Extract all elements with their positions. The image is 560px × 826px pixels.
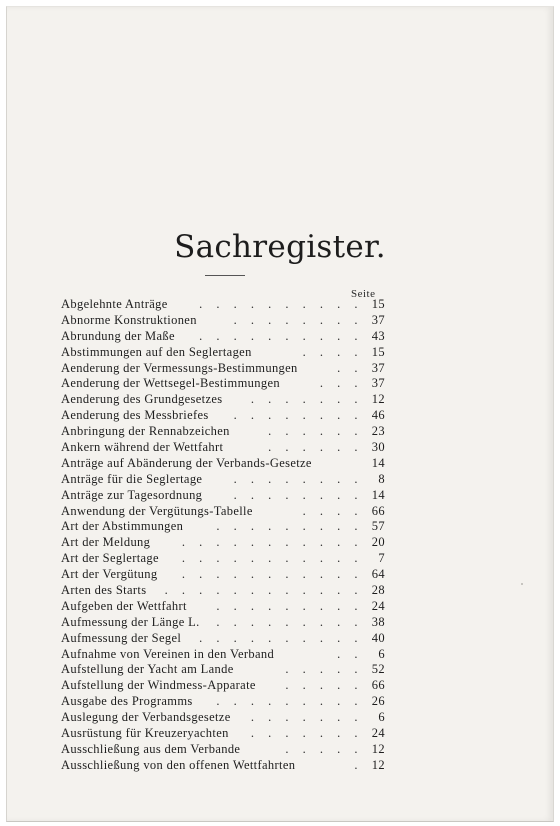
index-entry-leader-dots: . . — [337, 360, 363, 375]
index-entry-leader-dots: . . . . . . . . . — [216, 519, 363, 534]
index-entry-leader-dots: . . . . . . . — [250, 726, 363, 741]
index-entry-leader-dots: . . . . . . . . — [233, 471, 363, 486]
index-entry — [61, 694, 385, 710]
index-entry-leader-dots: . . . . . . . — [250, 392, 363, 407]
index-entry-page-number: 15 — [371, 297, 385, 311]
index-entry — [61, 297, 385, 313]
index-entry — [61, 710, 385, 726]
index-entry-leader-dots: . . . — [319, 376, 363, 391]
index-entry-leader-dots: . — [354, 757, 363, 772]
index-entry — [61, 647, 385, 663]
index-entry — [61, 551, 385, 567]
index-entry-page-number: 24 — [371, 598, 385, 613]
index-entry — [61, 726, 385, 742]
book-page — [6, 6, 554, 822]
index-entry-label: Aufstellung der Windmess-Apparate — [61, 678, 256, 693]
index-entry-label: Aenderung des Grundgesetzes — [61, 392, 223, 407]
index-entry-leader-dots: . . . . . — [285, 678, 363, 693]
index-entry — [61, 599, 385, 615]
index-entry-leader-dots: . . . . . . . . . . — [199, 297, 363, 311]
index-entry-label: Anträge für die Seglertage — [61, 471, 203, 486]
index-entry-label: Abstimmungen auf den Seglertagen — [61, 344, 252, 359]
index-entry-leader-dots: . . . . — [302, 503, 363, 518]
index-entry-page-number: 37 — [371, 376, 385, 391]
index-entry — [61, 504, 385, 520]
index-entry-label: Anwendung der Vergütungs-Tabelle — [61, 503, 253, 518]
index-entry — [61, 678, 385, 694]
index-entry — [61, 742, 385, 758]
index-entry-page-number: 40 — [371, 630, 385, 645]
index-entry — [61, 408, 385, 424]
index-entry — [61, 376, 385, 392]
index-entry-page-number: 28 — [371, 583, 385, 598]
index-entry-page-number: 37 — [371, 360, 385, 375]
index-entry-leader-dots: . . . . . . . . — [233, 408, 363, 423]
index-entry-page-number: 14 — [371, 455, 385, 470]
index-entry-page-number: 66 — [371, 503, 385, 518]
index-entry-label: Ausschließung aus dem Verbande — [61, 741, 241, 756]
page-title: Sachregister. — [174, 229, 386, 265]
index-entry-label: Art der Vergütung — [61, 567, 158, 582]
index-entry-leader-dots: . . . . . — [285, 662, 363, 677]
index-entry-page-number: 12 — [371, 741, 385, 756]
index-entry-leader-dots: . . . . . . . . . . — [199, 630, 363, 645]
page-column-header: Seite — [351, 288, 376, 300]
index-entry-label: Ausschließung von den offenen Wettfahrten — [61, 757, 296, 772]
index-entry — [61, 631, 385, 647]
index-entry-label: Abnorme Konstruktionen — [61, 312, 197, 327]
index-entry-label: Aufgeben der Wettfahrt — [61, 598, 187, 613]
index-entry-leader-dots: . . . . . . . . — [233, 487, 363, 502]
index-entry-page-number: 12 — [371, 757, 385, 772]
index-entry — [61, 456, 385, 472]
index-entry-page-number: 57 — [371, 519, 385, 534]
index-entry-label: Art der Seglertage — [61, 551, 159, 566]
index-entry-leader-dots: . . . . . . . . . — [216, 694, 363, 709]
index-entry-page-number: 20 — [371, 535, 385, 550]
index-entry-page-number: 30 — [371, 440, 385, 455]
index-entry-leader-dots: . . . . . . . . . . . — [181, 551, 363, 566]
index-entry-page-number: 37 — [371, 312, 385, 327]
index-entry-page-number: 12 — [371, 392, 385, 407]
index-entry — [61, 567, 385, 583]
index-entry-label: Anträge zur Tagesordnung — [61, 487, 203, 502]
index-entry — [61, 313, 385, 329]
index-entry-label: Ankern während der Wettfahrt — [61, 440, 224, 455]
index-entry-label: Anbringung der Rennabzeichen — [61, 424, 230, 439]
index-entry-label: Abrundung der Maße — [61, 328, 175, 343]
paper-speck — [521, 583, 523, 585]
index-entry-leader-dots: . . . . . . . . — [233, 312, 363, 327]
index-entry — [61, 758, 385, 774]
index-entry-label: Aufnahme von Vereinen in den Verband — [61, 646, 275, 661]
index-entry-leader-dots: . . . . . . . . . . — [199, 328, 363, 343]
index-entry-page-number: 7 — [378, 551, 385, 566]
index-entry-page-number: 23 — [371, 424, 385, 439]
index-entry — [61, 392, 385, 408]
index-entry — [61, 424, 385, 440]
index-entry-page-number: 8 — [378, 471, 385, 486]
index-entry-page-number: 14 — [371, 487, 385, 502]
index-entry — [61, 583, 385, 599]
index-entry-page-number: 38 — [371, 614, 385, 629]
index-entry-page-number: 66 — [371, 678, 385, 693]
index-entry-label: Auslegung der Verbandsgesetze — [61, 710, 231, 725]
index-entry-leader-dots: . . . . . . . — [250, 710, 363, 725]
index-entry-label: Aufstellung der Yacht am Lande — [61, 662, 234, 677]
index-entry — [61, 329, 385, 345]
index-entry — [61, 488, 385, 504]
index-entry-leader-dots: . . . . . — [285, 741, 363, 756]
index-entry — [61, 361, 385, 377]
index-entry — [61, 662, 385, 678]
index-entry-label: Arten des Starts — [61, 583, 147, 598]
index-entry-page-number: 46 — [371, 408, 385, 423]
index-entry-label: Art der Meldung — [61, 535, 151, 550]
index-entry-leader-dots: . . — [337, 646, 363, 661]
index-entry-page-number: 6 — [378, 710, 385, 725]
index-entry-page-number: 43 — [371, 328, 385, 343]
index-entry — [61, 345, 385, 361]
index-entry-label: Ausgabe des Programms — [61, 694, 193, 709]
index-entry-page-number: 26 — [371, 694, 385, 709]
index-entry-leader-dots: . . . . . . . . . . . — [181, 567, 363, 582]
index-entry-label: Aenderung der Wettsegel-Bestimmungen — [61, 376, 280, 391]
index-entry-leader-dots: . . . . . . . . . . . . — [164, 583, 363, 598]
title-rule — [205, 275, 245, 276]
index-entry-label: Aufmessung der Segel — [61, 630, 182, 645]
index-entry-leader-dots: . . . . . . . . . — [216, 598, 363, 613]
index-entry-page-number: 24 — [371, 726, 385, 741]
index-entry-label: Aufmessung der Länge L. — [61, 614, 200, 629]
index-entry — [61, 615, 385, 631]
index-entry-label: Aenderung der Vermessungs-Bestimmungen — [61, 360, 298, 375]
index-entry-leader-dots: . . . . . . . . . — [216, 614, 363, 629]
index-entry-page-number: 52 — [371, 662, 385, 677]
index-list — [61, 297, 385, 774]
index-entry — [61, 535, 385, 551]
index-entry-page-number: 6 — [378, 646, 385, 661]
index-entry — [61, 519, 385, 535]
index-entry-leader-dots: . . . . . . . . . . . — [181, 535, 363, 550]
index-entry-leader-dots: . . . . — [302, 344, 363, 359]
index-entry-page-number: 15 — [371, 344, 385, 359]
index-entry — [61, 472, 385, 488]
index-entry-label: Aenderung des Messbriefes — [61, 408, 209, 423]
index-entry-label: Art der Abstimmungen — [61, 519, 184, 534]
index-entry — [61, 440, 385, 456]
index-entry-label: Anträge auf Abänderung der Verbands-Gesetze — [61, 455, 312, 470]
index-entry-leader-dots: . . . . . . — [268, 440, 363, 455]
index-entry-page-number: 64 — [371, 567, 385, 582]
index-entry-label: Ausrüstung für Kreuzeryachten — [61, 726, 229, 741]
index-entry-leader-dots: . . . . . . — [268, 424, 363, 439]
index-entry-label: Abgelehnte Anträge — [61, 297, 168, 311]
